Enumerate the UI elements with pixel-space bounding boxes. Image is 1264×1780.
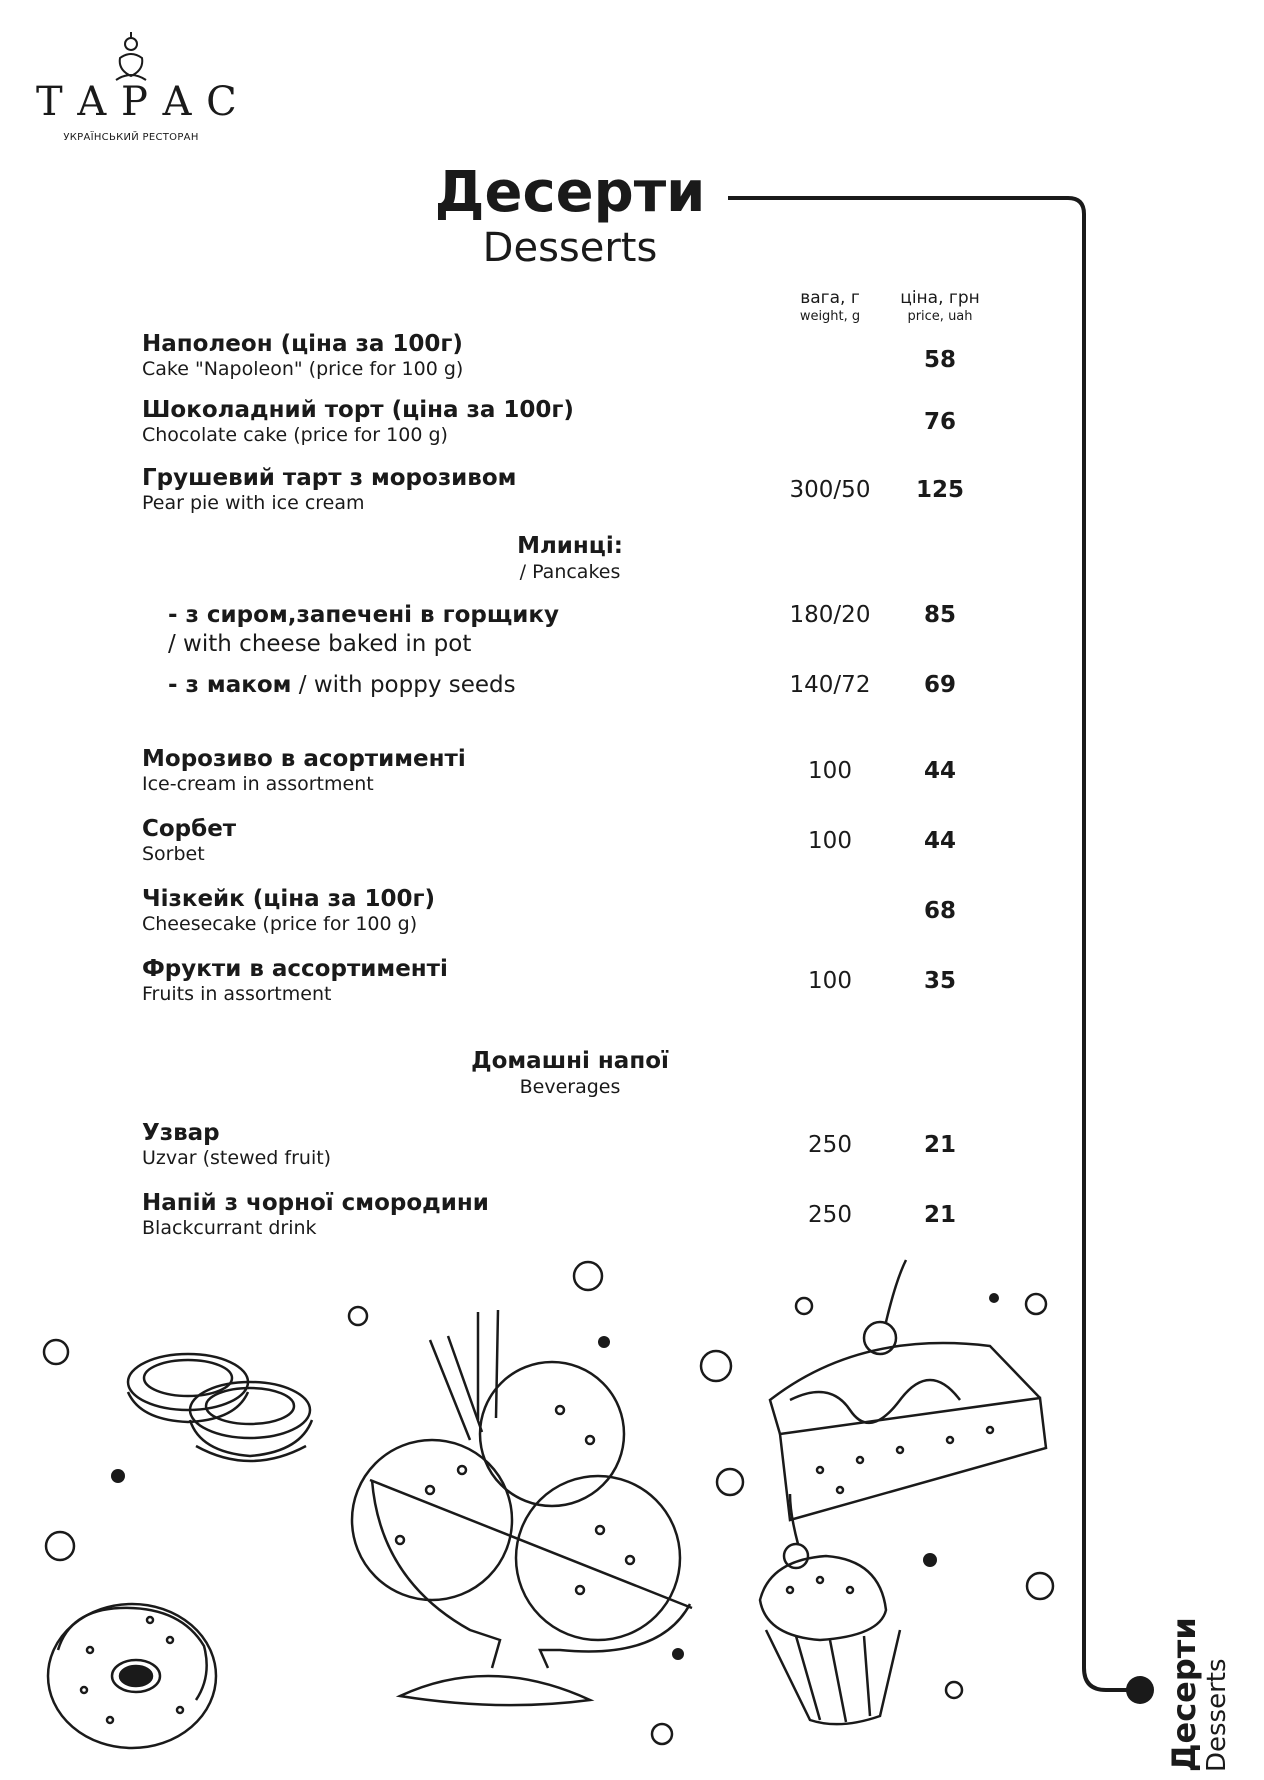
side-label-uk: Десерти [1165,1617,1203,1772]
dot [598,1336,610,1348]
item-name-en: / with cheese baked in pot [168,631,472,657]
item-price: 21 [923,1132,956,1158]
item-weight: 250 [808,1132,852,1158]
weight-header-en: weight, g [799,309,861,324]
beverages-heading [370,1050,770,1097]
item-name-en: Pear pie with ice cream [142,492,365,514]
item-name-uk: - з сиром,запечені в горщику [168,602,560,628]
donut-illustration [48,1604,216,1748]
menu-item [142,748,466,794]
dot [989,1293,999,1303]
section-connector-dot [1126,1676,1154,1704]
item-name-en: Cheesecake (price for 100 g) [142,913,418,935]
ice-cream-sundae-illustration [352,1310,692,1705]
item-weight: 250 [808,1202,852,1228]
menu-item [142,958,448,1004]
restaurant-logo [36,30,251,150]
dot [672,1648,684,1660]
menu-item [142,1122,331,1168]
bubble [44,1340,68,1364]
item-name-en: Cake "Napoleon" (price for 100 g) [142,358,464,380]
price-header-en: price, uah [907,309,973,324]
dot [923,1553,937,1567]
item-name-uk: Узвар [142,1120,220,1146]
beverages-heading-en: Beverages [519,1076,621,1098]
item-price: 76 [923,409,956,435]
pancakes-heading [370,535,770,582]
pancakes-heading-uk: Млинці: [517,533,623,559]
item-name-uk: - з маком [168,672,292,698]
cake-slice-illustration [770,1260,1046,1520]
item-name-en: Blackcurrant drink [142,1217,317,1239]
menu-item [142,818,236,864]
item-name-uk: Морозиво в асортименті [142,746,466,772]
menu-item [142,888,435,934]
price-header-uk: ціна, грн [900,288,980,308]
item-weight: 100 [808,968,852,994]
pancake-item [168,674,516,697]
item-name-en: Chocolate cake (price for 100 g) [142,424,448,446]
bubble [46,1532,74,1560]
item-weight: 100 [808,828,852,854]
item-name-uk: Грушевий тарт з морозивом [142,465,517,491]
page-title: Десерти [434,160,706,225]
item-weight: 100 [808,758,852,784]
bubble [796,1298,812,1314]
item-price: 21 [923,1202,956,1228]
item-weight: 180/20 [789,602,871,628]
beverages-heading-uk: Домашні напої [471,1048,669,1074]
bubble [652,1724,672,1744]
item-price: 35 [923,968,956,994]
pancake-item [168,604,559,656]
side-label-en: Desserts [1202,1658,1232,1772]
bubble [946,1682,962,1698]
menu-item [142,467,516,513]
cupcake-illustration [760,1494,900,1724]
item-name-en: Fruits in assortment [142,983,332,1005]
weight-column-header [780,290,880,323]
item-price: 85 [923,602,956,628]
item-name-uk: Наполеон (ціна за 100г) [142,331,463,357]
item-price: 125 [915,477,964,503]
menu-item [142,1192,489,1238]
item-name-en: / with poppy seeds [291,672,516,698]
bubble [1027,1573,1053,1599]
weight-header-uk: вага, г [800,288,860,308]
cossack-emblem-icon [108,30,154,86]
item-name-uk: Шоколадний торт (ціна за 100г) [142,397,574,423]
page-subtitle: Desserts [482,225,658,271]
bubble [701,1351,731,1381]
item-price: 69 [923,672,956,698]
item-price: 44 [923,828,956,854]
macarons-illustration [128,1354,312,1461]
bubble [349,1307,367,1325]
bubble [1026,1294,1046,1314]
item-price: 58 [923,347,956,373]
bubble [717,1469,743,1495]
logo-name: ТАРАС [36,79,251,125]
logo-subtitle: УКРАЇНСЬКИЙ РЕСТОРАН [63,132,199,143]
side-section-label [1165,1600,1248,1780]
item-name-uk: Фрукти в ассортименті [142,956,448,982]
item-name-uk: Чізкейк (ціна за 100г) [142,886,436,912]
price-column-header [890,290,990,323]
menu-item [142,333,463,379]
bubble [574,1262,602,1290]
item-price: 44 [923,758,956,784]
item-name-en: Ice-cream in assortment [142,773,374,795]
item-name-en: Sorbet [142,843,205,865]
pancakes-heading-en: / Pancakes [519,561,621,583]
item-weight: 140/72 [789,672,871,698]
item-price: 68 [923,898,956,924]
dot [111,1469,125,1483]
item-name-en: Uzvar (stewed fruit) [142,1147,332,1169]
item-weight: 300/50 [789,477,871,503]
menu-item [142,399,574,445]
item-name-uk: Сорбет [142,816,237,842]
item-name-uk: Напій з чорної смородини [142,1190,489,1216]
